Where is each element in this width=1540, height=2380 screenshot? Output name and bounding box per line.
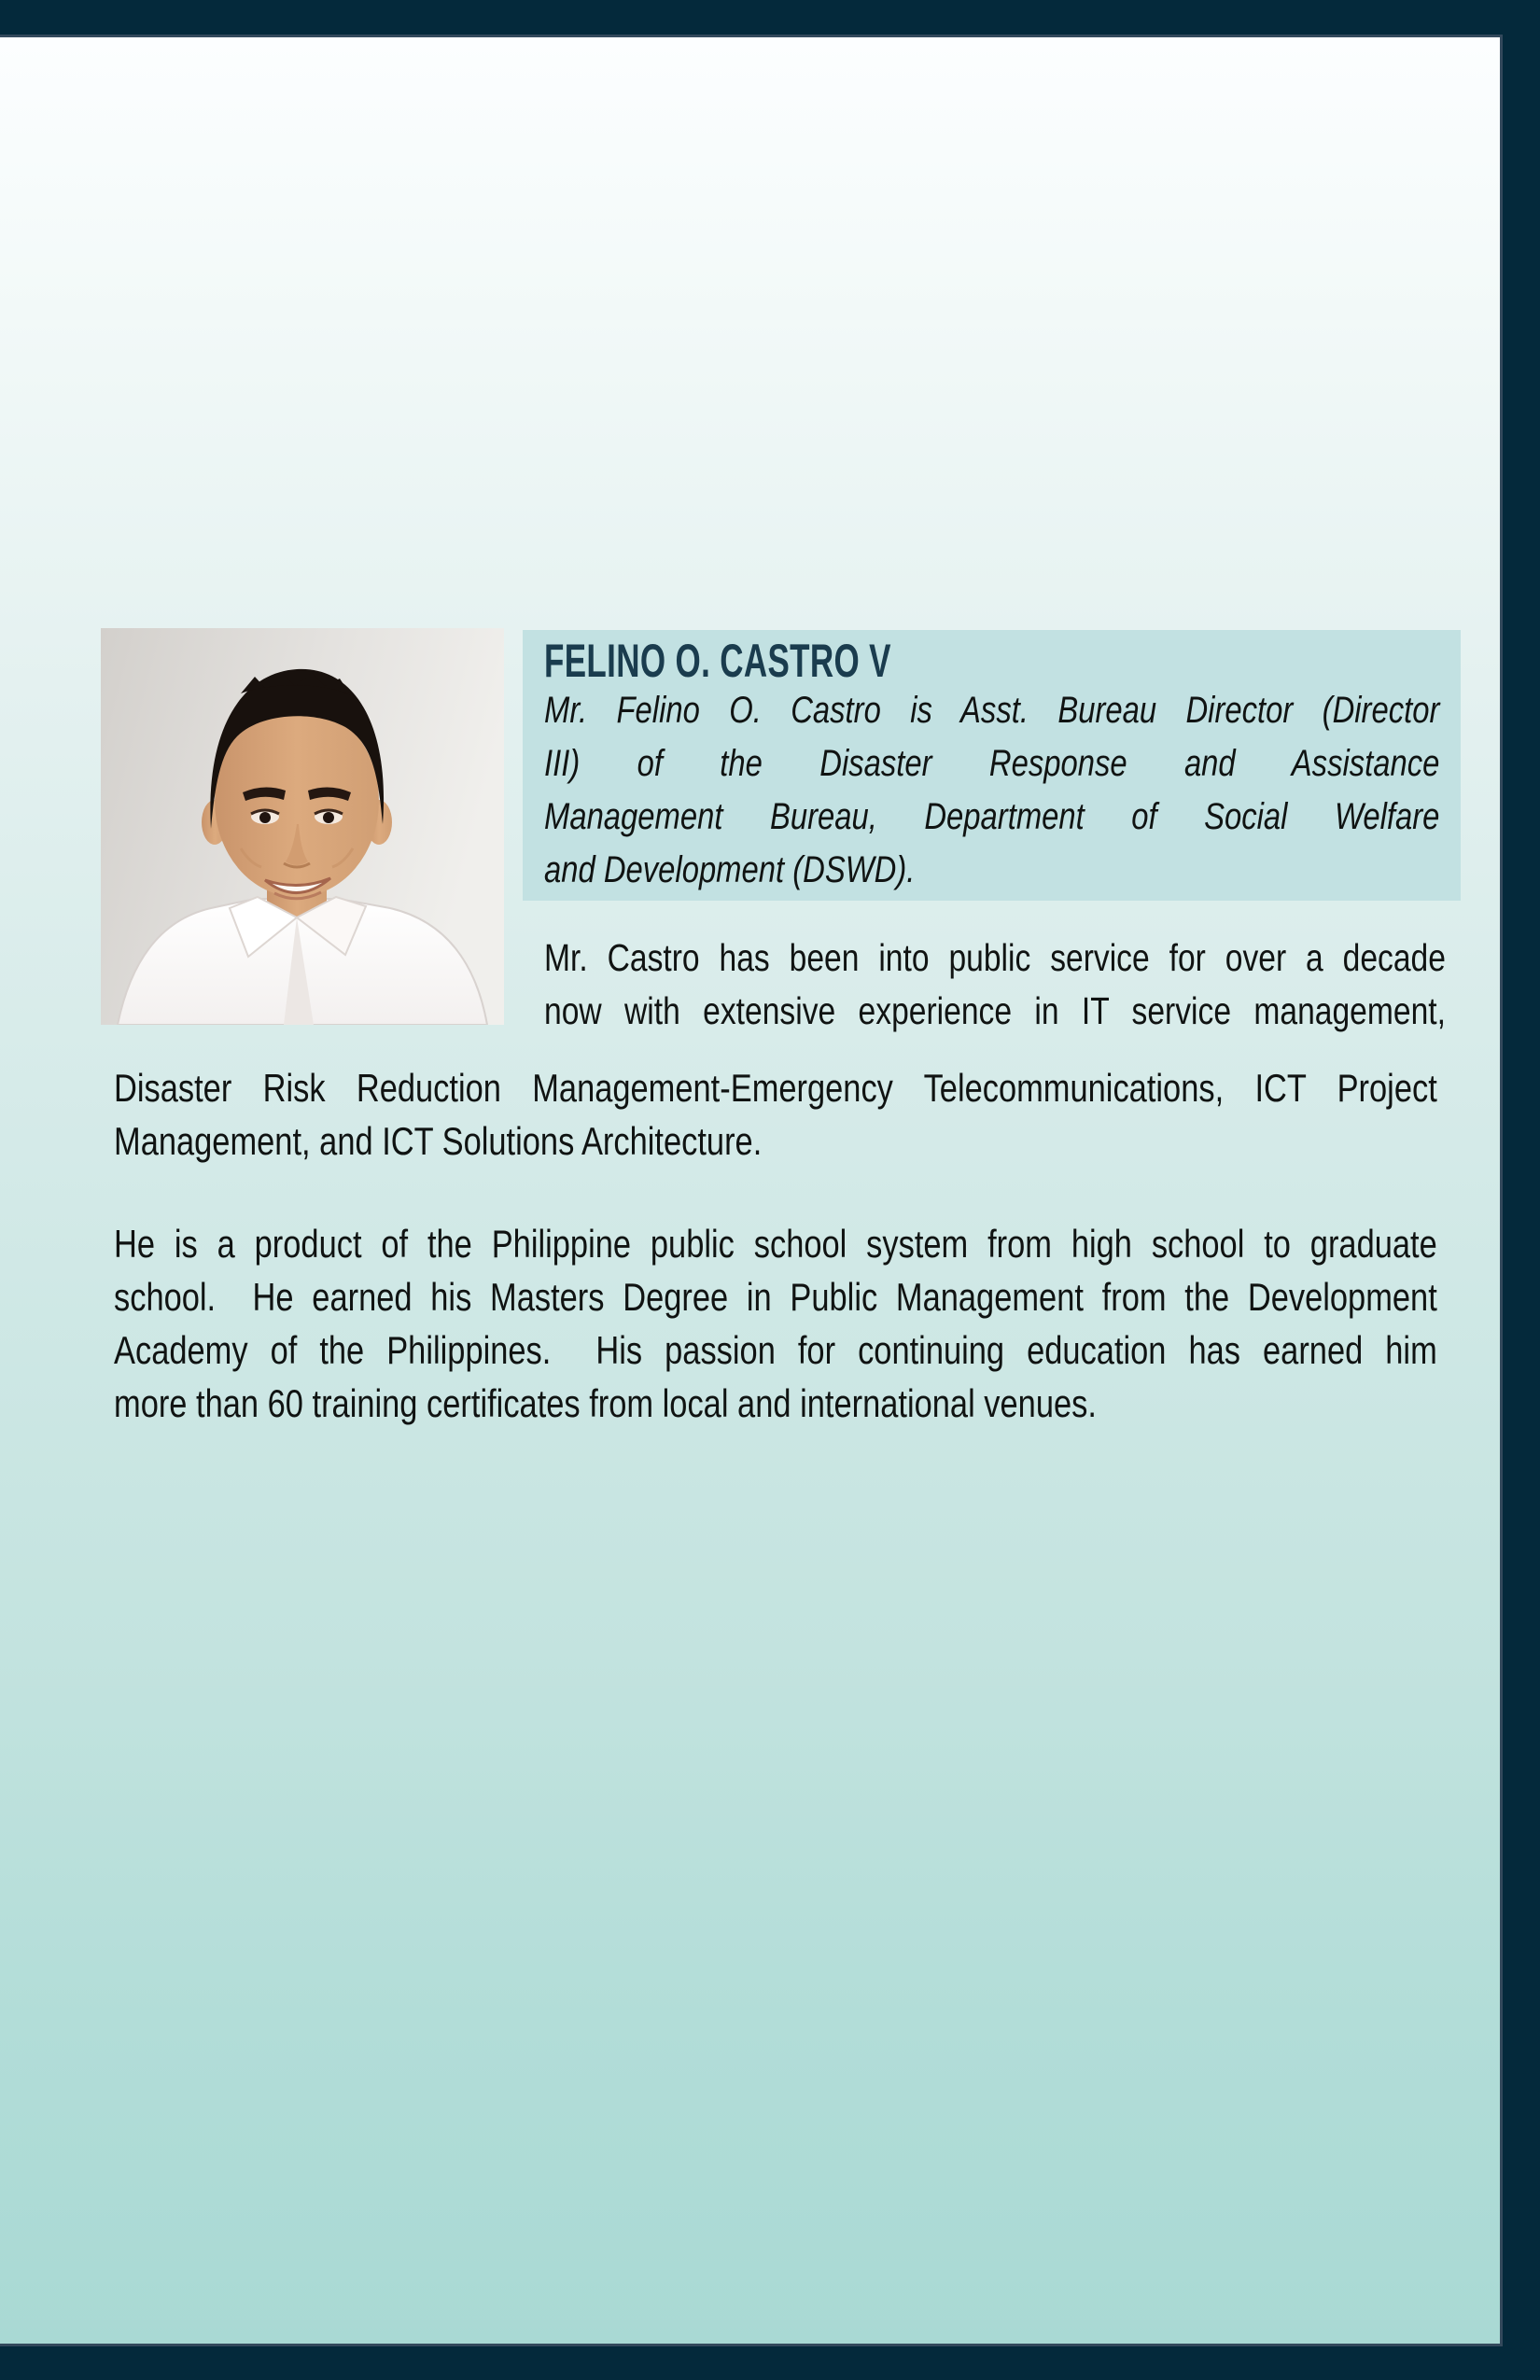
bio-paragraph-3 (114, 1217, 1437, 1430)
bio-intro-paragraph (544, 684, 1439, 897)
bio-text-line: Mr. Castro has been into public service for over a decade (544, 936, 1446, 979)
bio-text-line: more than 60 training certificates from local and international venues. (114, 1381, 1097, 1425)
bio-text-line: Management, and ICT Solutions Architecture. (114, 1119, 763, 1163)
person-name: FELINO O. CASTRO V (544, 635, 891, 687)
bio-text-line: He is a product of the Philippine public school system from high school to graduate (114, 1222, 1437, 1266)
bio-intro-line: and Development (DSWD). (544, 849, 916, 890)
bio-text-line: Disaster Risk Reduction Management-Emergency Telecommunications, ICT Project (114, 1066, 1437, 1110)
bio-text-line: now with extensive experience in IT service management, (544, 989, 1446, 1032)
bio-text-line: Academy of the Philippines. His passion for continuing education has earned him (114, 1328, 1437, 1372)
bio-intro-line: III) of the Disaster Response and Assistance (544, 743, 1440, 784)
page-content (0, 35, 1503, 2346)
bio-highlight-box (523, 630, 1461, 901)
portrait-photo (101, 628, 504, 1025)
bio-paragraph-1 (544, 931, 1446, 1038)
bio-text-line: school. He earned his Masters Degree in Public Management from the Development (114, 1275, 1437, 1319)
portrait-svg (101, 628, 504, 1025)
bio-paragraph-2 (114, 1061, 1437, 1168)
bio-intro-line: Management Bureau, Department of Social Welfare (544, 796, 1440, 837)
bio-intro-line: Mr. Felino O. Castro is Asst. Bureau Director (Director (544, 690, 1440, 731)
